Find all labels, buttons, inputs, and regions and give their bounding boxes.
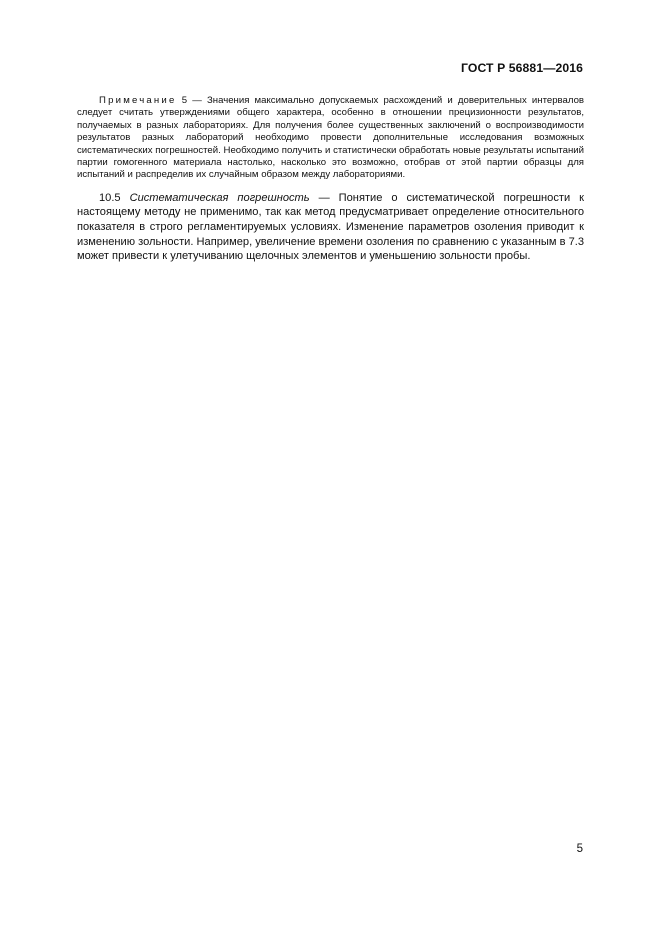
- note-text: 5 — Значения максимально допускаемых расхождений и доверительных интервалов следует считать утверждениями общего характера, особенно в отношении прецизионности результатов, получаемых в разных лабораториях. Для получения более существенных заключений о воспроизводимости результатов разных лабораторий необходимо провести дополнительные исследования возможных систематических погрешностей. Необходимо получить и статистически обработать новые результаты испытаний партии гомогенного материала настолько, насколько это возможно, отобрав от этой партии образцы для испытаний и распределив их случайным образом между лабораториями.: [77, 95, 584, 181]
- section-text: — Понятие о систематической погрешности к настоящему методу не применимо, так как метод предусматривает определение относительного показателя в строго регламентируемых условиях. Изменение параметров озоления приводит к изменению зольности. Например, увеличение времени озоления по сравнению с указанным в 7.3 может привести к улетучиванию щелочных элементов и уменьшению зольности пробы.: [77, 191, 584, 263]
- note-label: Примечание: [99, 95, 177, 106]
- section-number: 10.5: [99, 191, 130, 204]
- section-term: Систематическая погрешность: [129, 191, 310, 204]
- page-content: [77, 95, 584, 264]
- note-paragraph: [77, 95, 584, 182]
- page-number: 5: [576, 843, 583, 855]
- document-code-header: ГОСТ Р 56881—2016: [461, 61, 583, 75]
- section-10-5-paragraph: [77, 191, 584, 264]
